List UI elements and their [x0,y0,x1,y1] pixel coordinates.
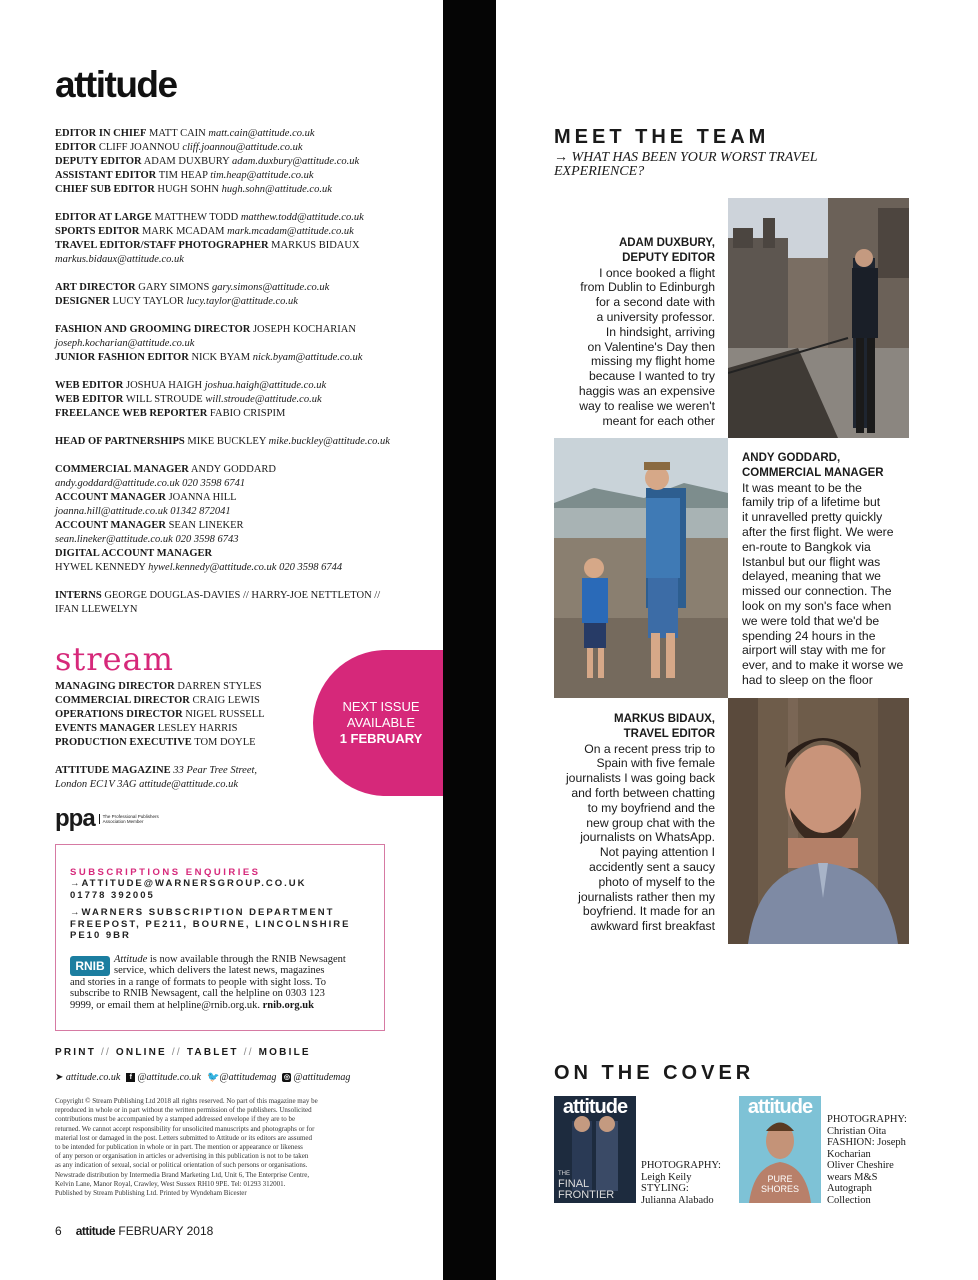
rnib-text4: subscribe to RNIB Newsagent, call the helpline on 0303 123 [70,988,325,999]
staff-line [55,253,435,267]
cover-2-headline2: SHORES [760,1184,799,1194]
staff-name: GARY SIMONS [138,282,210,293]
text-line: to my boyfriend and the [587,800,715,815]
rnib-title: Attitude [114,953,148,965]
staff-block [55,435,435,449]
copyright-notice [55,1097,385,1198]
staff-line [55,491,435,505]
text-line: journalists on WhatsApp. [580,830,715,845]
subscriptions-email[interactable]: →ATTITUDE@WARNERSGROUP.CO.UK [70,878,307,889]
story-adam [555,266,715,429]
staff-line [55,169,435,183]
text-line: Oliver Cheshire [827,1160,894,1171]
staff-name: MATT CAIN [149,128,206,139]
text-line: Spain with five female [596,756,715,771]
staff-name: GEORGE DOUGLAS-DAVIES // HARRY-JOE NETTLETON // [104,590,381,601]
text-line: meant for each other [602,413,715,428]
staff-name: JOSHUA HAIGH [126,380,203,391]
text-line: from Dublin to Edinburgh [580,280,715,295]
staff-line [55,589,435,603]
staff-title: EDITOR IN CHIEF [55,128,147,139]
cover-1-headline3: FRONTIER [558,1189,615,1201]
text-line: Collection [827,1194,871,1206]
twitter-icon: 🐦 [206,1072,220,1083]
text-line: photo of myself to the [598,874,715,889]
text-line: delayed, meaning that we [742,569,881,584]
text-line: haggis was an expensive [578,383,715,398]
rnib-link[interactable]: rnib.org.uk [262,999,314,1011]
staff-name: JOSEPH KOCHARIAN [252,324,356,335]
staff-title: TRAVEL EDITOR/STAFF PHOTOGRAPHER [55,240,269,251]
copyright-line: contributions must be accompanied by a stamped addressed envelope if they are to be [55,1115,296,1124]
staff-name: TOM DOYLE [194,737,256,748]
photo-adam-duxbury [728,198,909,438]
question-line1: → WHAT HAS BEEN YOUR WORST TRAVEL [554,150,818,165]
platform-item: ONLINE [115,1047,167,1058]
meet-the-team-title: MEET THE TEAM [554,126,770,148]
staff-contact[interactable]: will.stroude@attitude.co.uk [205,394,322,405]
staff-title: OPERATIONS DIRECTOR [55,709,183,720]
subscriptions-address1: FREEPOST, PE211, BOURNE, LINCOLNSHIRE [70,918,351,930]
staff-line [55,561,435,575]
staff-title: DEPUTY EDITOR [55,156,142,167]
staff-contact[interactable]: adam.duxbury@attitude.co.uk [231,156,360,167]
text-line: I once booked a flight [599,265,715,280]
text-line: STYLING: [641,1183,689,1194]
staff-name: HYWEL KENNEDY [55,562,146,573]
platform-item: TABLET [186,1047,239,1058]
staff-line [55,127,435,141]
name-markus-line2: TRAVEL EDITOR [623,727,715,740]
staff-name: WILL STROUDE [125,394,203,405]
text-line: Autograph [827,1183,872,1194]
address-line1: 33 Pear Tree Street, [173,765,258,776]
story-andy [742,481,942,688]
text-line: because I wanted to try [588,369,715,384]
cover-2-masthead: attitude [747,1096,813,1118]
staff-name: CLIFF JOANNOU [98,142,180,153]
staff-line [55,211,435,225]
cover-1-credits [641,1160,721,1206]
staff-title: CHIEF SUB EDITOR [55,184,155,195]
platform-separator: // [166,1047,187,1058]
staff-title: EVENTS MANAGER [55,723,156,734]
staff-contact[interactable]: markus.bidaux@attitude.co.uk [55,254,184,265]
staff-block [55,379,435,421]
staff-line [55,463,435,477]
cover-1-masthead: attitude [562,1096,628,1118]
staff-contact[interactable]: hywel.kennedy@attitude.co.uk 020 3598 6744 [148,562,343,573]
attitude-logo: attitude [55,64,177,105]
staff-block [55,463,435,575]
staff-block [55,211,435,267]
staff-block [55,589,435,617]
platform-item: PRINT [55,1047,96,1058]
page-folio [55,1224,213,1238]
facebook-link[interactable]: f @attitude.co.uk [126,1072,201,1083]
staff-line [55,547,435,561]
text-line: missing my flight home [591,354,715,369]
staff-contact[interactable]: andy.goddard@attitude.co.uk 020 3598 6741 [55,478,246,489]
staff-line [55,519,435,533]
staff-title: ASSISTANT EDITOR [55,170,157,181]
staff-contact[interactable]: matt.cain@attitude.co.uk [208,128,315,139]
staff-title: COMMERCIAL MANAGER [55,464,189,475]
platform-separator: // [96,1047,116,1058]
rnib-text1: is now available through the RNIB Newsagent [147,953,346,965]
text-line: awkward first breakfast [590,919,715,934]
staff-line [55,533,435,547]
rnib-text2: service, which delivers the latest news, magazines [114,965,325,976]
staff-block [55,281,435,309]
text-line: Leigh Keily [641,1171,692,1183]
staff-title: EDITOR AT LARGE [55,212,152,223]
staff-name: NIGEL RUSSELL [185,709,265,720]
text-line: accidently sent a saucy [588,859,715,874]
text-line: PHOTOGRAPHY: [641,1160,721,1171]
story-markus [555,742,715,934]
staff-block [55,323,435,365]
staff-title: HEAD OF PARTNERSHIPS [55,436,185,447]
staff-block [55,127,435,197]
text-line: airport will stay with me for [742,643,886,658]
staff-contact[interactable]: joshua.haigh@attitude.co.uk [204,380,327,391]
subscriptions-heading: SUBSCRIPTIONS ENQUIRIES [70,867,261,878]
text-line: ever, and to make it worse we [742,658,904,673]
name-andy-line2: COMMERCIAL MANAGER [742,466,884,479]
name-markus-line1: MARKUS BIDAUX, [614,713,715,725]
question-line2: EXPERIENCE? [554,164,645,179]
web-link[interactable]: ➤ attitude.co.uk [55,1072,121,1083]
platform-item: MOBILE [258,1047,311,1058]
text-line: we were told that we'd be [742,613,880,628]
copyright-line: Newstrade distribution by Intermedia Brand Marketing Ltd, Unit 6, The Enterprise Centre, [55,1170,310,1179]
staff-name: ANDY GODDARD [190,464,276,475]
staff-name: MARKUS BIDAUX [271,240,360,251]
staff-contact[interactable]: lucy.taylor@attitude.co.uk [186,296,298,307]
address-line2: London EC1V 3AG attitude@attitude.co.uk [55,779,238,790]
cover-2[interactable] [739,1096,821,1203]
cover-1-headline2: FINAL [558,1178,590,1190]
copyright-line: returned. We cannot accept responsibility for unsolicited manuscripts and photographs or for [55,1124,315,1133]
text-line: a university professor. [596,309,715,324]
instagram-link[interactable]: ◎ @attitudemag [283,1072,351,1083]
facebook-icon: f [126,1073,135,1082]
text-line: Julianna Alabado [641,1194,714,1206]
staff-title: WEB EDITOR [55,380,124,391]
staff-title: JUNIOR FASHION EDITOR [55,352,189,363]
staff-contact[interactable]: mark.mcadam@attitude.co.uk [227,226,354,237]
text-line: way to realise we weren't [579,398,715,413]
rnib-text3: and stories in a range of formats to people with sight loss. To [70,976,326,988]
staff-line [55,351,435,365]
staff-name: DARREN STYLES [177,681,262,692]
ppa-wordmark: ppa [55,805,95,832]
text-line: Christian Oita [827,1125,887,1137]
rnib-logo: RNIB [70,956,110,976]
next-issue-line2: AVAILABLE [346,715,416,730]
staff-line [55,295,435,309]
staff-line [55,155,435,169]
text-line: Istanbul but our flight was [742,554,881,569]
rnib-text5: 9999, or email them at helpline@rnib.org.uk. [70,999,260,1011]
staff-name: IFAN LLEWELYN [55,604,138,615]
text-line: wears M&S [827,1171,878,1183]
caption-adam [555,236,715,428]
text-line: family trip of a lifetime but [742,495,881,510]
text-line: journalists I was going back [565,771,715,786]
platforms-line [55,1047,311,1058]
subscriptions-address2: PE10 9BR [70,930,131,941]
copyright-line: to be intended for publication in whole or in part. The mention or appearance or likeness [55,1143,303,1152]
staff-title: EDITOR [55,142,97,153]
text-line: It was meant to be the [742,480,862,495]
staff-name: NICK BYAM [191,352,251,363]
text-line: Not paying attention I [599,845,715,860]
copyright-line: Copyright © Stream Publishing Ltd 2018 all rights reserved. No part of this magazine may be [55,1097,318,1105]
staff-contact[interactable]: joanna.hill@attitude.co.uk 01342 872041 [55,506,231,517]
copyright-line: reproduced in whole or in part without the written permission of the publishers. Unsolicited [55,1106,312,1115]
copyright-line: Kelvin Lane, Manor Royal, Crawley, West Sussex RH10 9PE. Tel: 01293 312001. [55,1179,286,1188]
text-line: In hindsight, arriving [605,324,715,339]
cover-1[interactable] [554,1096,636,1203]
staff-line [55,281,435,295]
photo-andy-goddard [554,438,728,698]
staff-line [55,477,435,491]
cover-1-headline1: THE [558,1171,570,1177]
text-line: and forth between chatting [571,785,715,800]
text-line: on Valentine's Day then [587,339,715,354]
text-line: PHOTOGRAPHY: [827,1114,907,1125]
platform-separator: // [238,1047,259,1058]
text-line: FASHION: Joseph [827,1137,906,1148]
staff-title: ART DIRECTOR [55,282,136,293]
staff-line [55,183,435,197]
staff-contact[interactable]: sean.lineker@attitude.co.uk 020 3598 6743 [55,534,239,545]
instagram-icon: ◎ [283,1074,290,1082]
staff-line [55,141,435,155]
staff-name: MIKE BUCKLEY [187,436,267,447]
staff-line [55,407,435,421]
staff-title: DIGITAL ACCOUNT MANAGER [55,548,213,559]
staff-title: COMMERCIAL DIRECTOR [55,695,190,706]
folio-issue: FEBRUARY 2018 [118,1224,214,1238]
staff-name: SEAN LINEKER [168,520,244,531]
staff-title: SPORTS EDITOR [55,226,140,237]
staff-title: FASHION AND GROOMING DIRECTOR [55,324,251,335]
ppa-tagline: The Professional Publishers Association Member [99,814,163,824]
copyright-line: material lost or damaged in the post. Letters submitted to Attitude or its editors are assumed [55,1133,313,1142]
text-line: it unravelled pretty quickly [742,510,883,525]
text-line: for a second date with [595,295,715,310]
next-issue-date: 1 FEBRUARY [339,731,423,746]
staff-title: ACCOUNT MANAGER [55,492,166,503]
staff-name: LUCY TAYLOR [112,296,184,307]
staff-line [55,393,435,407]
photo-markus-bidaux [728,698,909,944]
staff-contact[interactable]: gary.simons@attitude.co.uk [211,282,330,293]
staff-contact[interactable]: matthew.todd@attitude.co.uk [240,212,364,223]
text-line: On a recent press trip to [584,741,715,756]
twitter-link[interactable]: 🐦@attitudemag [206,1072,277,1083]
folio-brand: attitude [75,1224,116,1238]
staff-name: FABIO CRISPIM [209,408,286,419]
meet-the-team-question [554,151,874,179]
staff-title: DESIGNER [55,296,110,307]
staff-name: HUGH SOHN [157,184,219,195]
page-number: 6 [55,1224,62,1238]
subscriptions-box [55,844,385,1031]
staff-contact[interactable]: mike.buckley@attitude.co.uk [268,436,390,447]
text-line: spending 24 hours in the [742,628,876,643]
cover-2-credits [827,1114,907,1206]
staff-contact[interactable]: cliff.joannou@attitude.co.uk [182,142,303,153]
staff-line [55,337,435,351]
text-line: after the first flight. We were [742,524,894,539]
text-line: new group chat with the [586,815,715,830]
staff-line [55,379,435,393]
staff-title: INTERNS [55,590,102,601]
staff-name: CRAIG LEWIS [192,695,260,706]
cover-2-headline1: PURE [767,1174,793,1184]
text-line: journalists rather then my [578,889,715,904]
copyright-line: as any indication of sexual, social or political orientation of such persons or organisations. [55,1161,308,1170]
caption-markus [555,712,715,934]
copyright-line: of any person or organisation in articles or advertising in this publication is not to be taken [55,1152,309,1161]
name-adam-line2: DEPUTY EDITOR [622,251,715,264]
staff-name: MARK MCADAM [141,226,225,237]
social-links [55,1072,350,1083]
next-issue-line1: NEXT ISSUE [342,699,420,714]
cursor-icon: ➤ [55,1072,64,1083]
staff-contact[interactable]: joseph.kocharian@attitude.co.uk [55,338,195,349]
subscriptions-dept: →WARNERS SUBSCRIPTION DEPARTMENT [70,907,335,918]
text-line: missed our connection. The [742,584,892,599]
page-spine [443,0,496,1280]
staff-line [55,239,435,253]
staff-name: TIM HEAP [158,170,208,181]
staff-name: MATTHEW TODD [154,212,239,223]
staff-line [55,225,435,239]
staff-name: JOANNA HILL [168,492,237,503]
staff-contact[interactable]: tim.heap@attitude.co.uk [210,170,314,181]
staff-contact[interactable]: nick.byam@attitude.co.uk [252,352,363,363]
text-line: had to sleep on the floor [742,672,873,687]
text-line: look on my son's face when [742,598,892,613]
subscriptions-phone: 01778 392005 [70,889,155,901]
text-line: en-route to Bangkok via [742,539,871,554]
staff-line [55,323,435,337]
ppa-logo [55,805,163,833]
staff-contact[interactable]: hugh.sohn@attitude.co.uk [221,184,332,195]
on-the-cover-title: ON THE COVER [554,1062,755,1084]
staff-title: WEB EDITOR [55,394,124,405]
caption-andy [742,451,942,688]
address-label: ATTITUDE MAGAZINE [55,765,171,776]
staff-line [55,505,435,519]
name-adam-line1: ADAM DUXBURY, [618,237,715,249]
copyright-line: Published by Stream Publishing Ltd. Printed by Wyndeham Bicester [55,1189,247,1198]
staff-title: FREELANCE WEB REPORTER [55,408,208,419]
staff-line [55,603,435,617]
staff-title: ACCOUNT MANAGER [55,520,166,531]
staff-name: ADAM DUXBURY [143,156,230,167]
staff-name: LESLEY HARRIS [157,723,238,734]
staff-title: MANAGING DIRECTOR [55,681,175,692]
name-andy-line1: ANDY GODDARD, [742,452,841,464]
text-line: boyfriend. It made for an [582,904,715,919]
stream-logo: stream [55,640,174,678]
staff-line [55,435,435,449]
text-line: Kocharian [827,1148,871,1160]
staff-title: PRODUCTION EXECUTIVE [55,737,192,748]
